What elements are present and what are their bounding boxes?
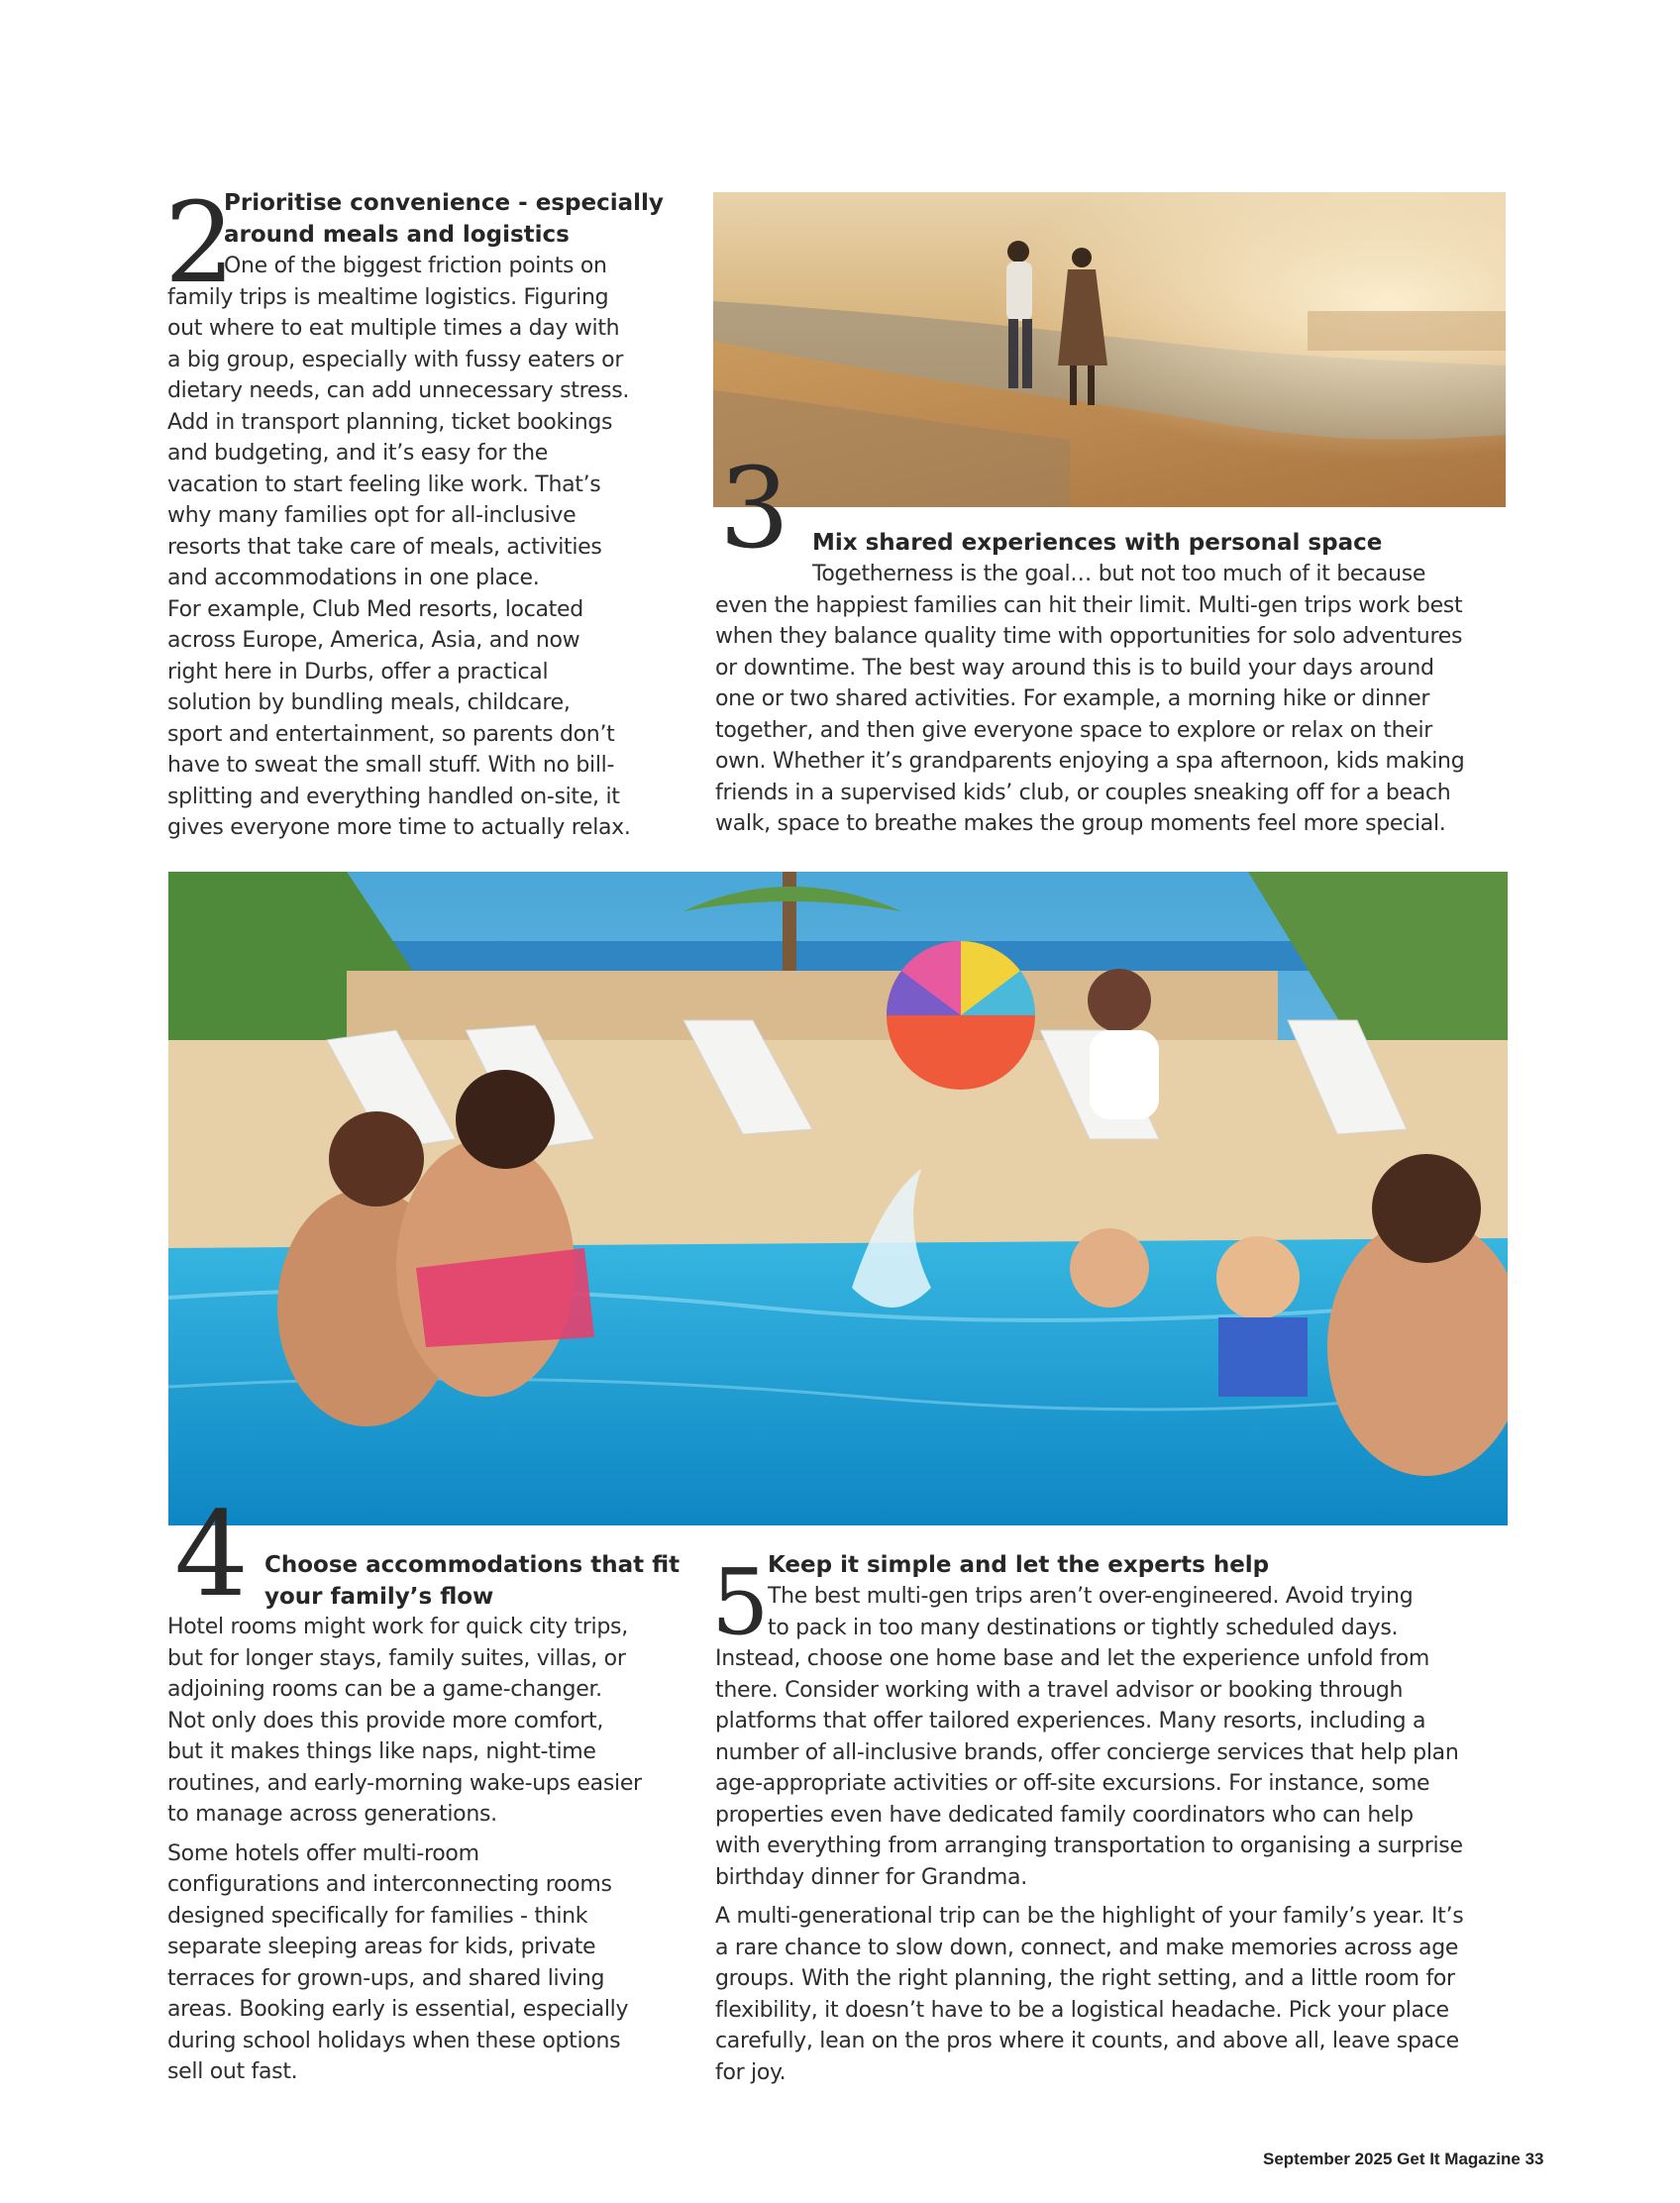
body-line: with everything from arranging transportation to organising a surprise: [715, 1834, 1463, 1858]
body-line: and budgeting, and it’s easy for the: [167, 441, 548, 466]
section-4-number: 4: [174, 1486, 248, 1623]
body-line: gives everyone more time to actually relax.: [167, 815, 631, 840]
beach-photo-image: [713, 192, 1506, 507]
body-line: sport and entertainment, so parents don’t: [167, 721, 615, 747]
body-line: adjoining rooms can be a game-changer.: [167, 1677, 602, 1702]
body-line: For example, Club Med resorts, located: [167, 596, 583, 622]
body-line: number of all-inclusive brands, offer concierge services that help plan: [715, 1739, 1459, 1765]
section-5-body: [715, 1581, 1508, 2088]
body-line: a rare chance to slow down, connect, and make memories across age: [715, 1935, 1459, 1960]
body-line: walk, space to breathe makes the group moments feel more special.: [715, 811, 1446, 836]
section-3-heading: [812, 528, 1506, 560]
body-line: properties even have dedicated family coordinators who can help: [715, 1802, 1414, 1828]
section-4-heading-line: Choose accommodations that fit: [264, 1552, 681, 1578]
body-line: Add in transport planning, ticket bookings: [167, 409, 613, 435]
body-line: a big group, especially with fussy eaters or: [167, 347, 624, 372]
section-2-number: 2: [164, 179, 234, 308]
body-line: and accommodations in one place.: [167, 566, 540, 590]
body-line: birthday dinner for Grandma.: [715, 1864, 1027, 1890]
body-line: sell out fast.: [167, 2059, 298, 2084]
section-2-heading-line: around meals and logistics: [224, 221, 570, 248]
body-line: but for longer stays, family suites, villas, or: [167, 1645, 626, 1671]
beach-photo: [713, 192, 1506, 507]
section-2-heading-line: Prioritise convenience - especially: [224, 190, 664, 216]
section-4-heading-line: your family’s flow: [264, 1583, 494, 1610]
section-5-heading: [768, 1550, 1461, 1582]
body-line: there. Consider working with a travel advisor or booking through: [715, 1677, 1404, 1703]
body-line: groups. With the right planning, the right setting, and a little room for: [715, 1966, 1455, 1991]
body-line: designed specifically for families - think: [167, 1903, 588, 1929]
body-line: The best multi-gen trips aren’t over-engineered. Avoid trying: [768, 1584, 1414, 1609]
body-line: right here in Durbs, offer a practical: [167, 659, 549, 684]
section-3-heading-text: Mix shared experiences with personal space: [812, 530, 1383, 556]
section-3-body: [715, 559, 1508, 840]
body-line: resorts that take care of meals, activities: [167, 534, 602, 560]
beach-ball: [887, 941, 1035, 1090]
section-3-number: 3: [719, 445, 788, 574]
section-4-body: [167, 1612, 682, 2088]
body-line: or downtime. The best way around this is to build your days around: [715, 655, 1434, 681]
pool-photo-image: [168, 872, 1508, 1525]
pool-photo: [168, 872, 1508, 1525]
body-line: Not only does this provide more comfort,: [167, 1708, 604, 1733]
body-line: across Europe, America, Asia, and now: [167, 628, 580, 653]
body-line: for joy.: [715, 2059, 787, 2085]
section-4-heading: [264, 1550, 690, 1613]
body-line: friends in a supervised kids’ club, or couples sneaking off for a beach: [715, 780, 1451, 805]
body-line: Instead, choose one home base and let the experience unfold from: [715, 1646, 1430, 1671]
body-line: one or two shared activities. For example, a morning hike or dinner: [715, 686, 1430, 711]
body-line: Togetherness is the goal… but not too much of it because: [812, 562, 1426, 586]
footer-date: September 2025: [1263, 2150, 1393, 2168]
body-line: areas. Booking early is essential, especially: [167, 1997, 629, 2022]
footer-publication: Get It Magazine: [1397, 2150, 1521, 2168]
body-line: carefully, lean on the pros where it counts, and above all, leave space: [715, 2029, 1459, 2053]
body-line: dietary needs, can add unnecessary stress.: [167, 378, 630, 403]
section-5-number: 5: [711, 1549, 768, 1655]
body-line: terraces for grown-ups, and shared living: [167, 1965, 605, 1991]
section-2-body: [167, 251, 682, 844]
body-line: separate sleeping areas for kids, private: [167, 1935, 596, 1959]
body-line: together, and then give everyone space to explore or relax on their: [715, 717, 1433, 743]
paragraph-gap: [715, 1893, 1508, 1901]
page-footer: [1263, 2150, 1543, 2169]
body-line: age-appropriate activities or off-site excursions. For instance, some: [715, 1771, 1430, 1796]
body-line: One of the biggest friction points on: [224, 254, 607, 278]
body-line: out where to eat multiple times a day with: [167, 316, 620, 341]
body-line: when they balance quality time with opportunities for solo adventures: [715, 624, 1463, 649]
body-line: splitting and everything handled on-site, it: [167, 784, 620, 809]
body-line: to manage across generations.: [167, 1802, 497, 1827]
body-line: A multi-generational trip can be the highlight of your family’s year. It’s: [715, 1904, 1464, 1929]
body-line: to pack in too many destinations or tightly scheduled days.: [768, 1615, 1399, 1640]
body-line: Some hotels offer multi-room: [167, 1840, 479, 1866]
body-line: solution by bundling meals, childcare,: [167, 690, 571, 715]
body-line: configurations and interconnecting rooms: [167, 1872, 612, 1897]
body-line: have to sweat the small stuff. With no bill-: [167, 753, 615, 778]
body-line: platforms that offer tailored experiences. Many resorts, including a: [715, 1709, 1426, 1733]
body-line: family trips is mealtime logistics. Figuring: [167, 284, 609, 310]
body-line: routines, and early-morning wake-ups easier: [167, 1770, 642, 1796]
body-line: but it makes things like naps, night-time: [167, 1739, 596, 1764]
body-line: own. Whether it’s grandparents enjoying a spa afternoon, kids making: [715, 749, 1465, 774]
section-2-heading: [224, 188, 689, 251]
body-line: Hotel rooms might work for quick city trips,: [167, 1615, 628, 1639]
body-line: even the happiest families can hit their limit. Multi-gen trips work best: [715, 592, 1463, 618]
body-line: flexibility, it doesn’t have to be a logistical headache. Pick your place: [715, 1997, 1449, 2023]
paragraph-gap: [167, 1831, 682, 1838]
body-line: why many families opt for all-inclusive: [167, 503, 577, 528]
section-5-heading-text: Keep it simple and let the experts help: [768, 1552, 1270, 1578]
body-line: during school holidays when these options: [167, 2028, 621, 2053]
footer-page-number: 33: [1524, 2150, 1544, 2168]
body-line: vacation to start feeling like work. That’s: [167, 472, 601, 497]
